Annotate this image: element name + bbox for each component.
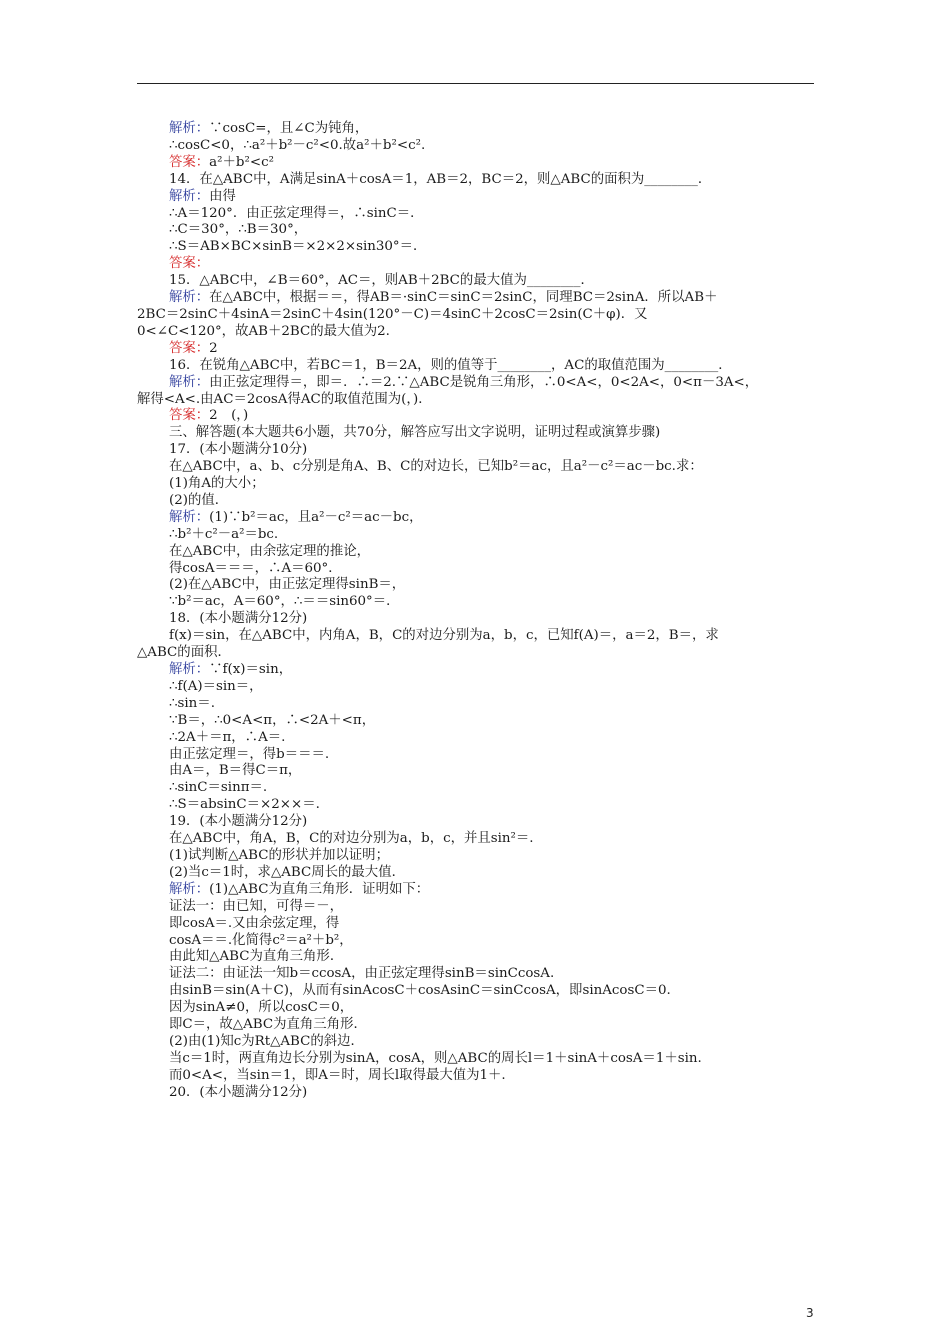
analysis-label: 解析： bbox=[169, 881, 210, 897]
text-line bbox=[137, 797, 817, 814]
text-line bbox=[137, 375, 817, 392]
text-line bbox=[137, 324, 817, 341]
line-text: 17．(本小题满分10分) bbox=[169, 442, 308, 458]
text-line bbox=[137, 239, 817, 256]
text-line bbox=[137, 527, 817, 544]
text-line bbox=[137, 476, 817, 493]
analysis-label: 解析： bbox=[169, 188, 210, 204]
text-line bbox=[137, 916, 817, 933]
text-line bbox=[137, 645, 817, 662]
line-text: 由正弦定理＝，得b＝＝＝. bbox=[169, 746, 330, 762]
line-text: (2)当c＝1时，求△ABC周长的最大值． bbox=[169, 864, 405, 880]
line-text: 由sinB＝sin(A＋C)，从而有sinAcosC＋cosAsinC＝sinCcosA，即sinAcosC＝0. bbox=[169, 983, 671, 999]
text-line bbox=[137, 577, 817, 594]
text-line bbox=[137, 949, 817, 966]
text-line bbox=[137, 273, 817, 290]
line-text: (1)试判断△ABC的形状并加以证明； bbox=[169, 847, 389, 863]
line-text: 2 bbox=[209, 340, 218, 356]
text-line bbox=[137, 341, 817, 358]
line-text: 由正弦定理得＝，即＝．∴＝2.∵△ABC是锐角三角形，∴0<A<，0<2A<，0<π－3A<， bbox=[209, 374, 759, 390]
text-line bbox=[137, 442, 817, 459]
line-text: ∴C＝30°，∴B＝30°， bbox=[169, 222, 308, 238]
text-line bbox=[137, 611, 817, 628]
line-text: 19．(本小题满分12分) bbox=[169, 814, 308, 830]
text-line bbox=[137, 628, 817, 645]
text-line bbox=[137, 138, 817, 155]
text-line bbox=[137, 392, 817, 409]
line-text: 20．(本小题满分12分) bbox=[169, 1084, 308, 1100]
text-line bbox=[137, 814, 817, 831]
text-line bbox=[137, 189, 817, 206]
line-text: 在△ABC中，由余弦定理的推论， bbox=[169, 543, 370, 559]
text-line bbox=[137, 459, 817, 476]
line-text: ∵cosC=，且∠C为钝角， bbox=[209, 121, 369, 136]
text-line bbox=[137, 290, 817, 307]
line-text: 因为sinA≠0，所以cosC＝0， bbox=[169, 1000, 354, 1016]
text-line bbox=[137, 730, 817, 747]
page-number: 3 bbox=[806, 1306, 814, 1320]
text-line bbox=[137, 594, 817, 611]
text-line bbox=[137, 561, 817, 578]
line-text: 16．在锐角△ABC中，若BC＝1，B＝2A，则的值等于________，AC的取值范围为________． bbox=[169, 357, 732, 373]
text-line bbox=[137, 848, 817, 865]
text-line bbox=[137, 493, 817, 510]
text-line bbox=[137, 983, 817, 1000]
answer-label: 答案： bbox=[169, 256, 210, 272]
line-text: 当c＝1时，两直角边长分别为sinA，cosA，则△ABC的周长l＝1＋sinA＋cosA＝1＋sin. bbox=[169, 1050, 702, 1066]
answer-label: 答案： bbox=[169, 340, 210, 356]
line-text: 由得 bbox=[209, 188, 236, 204]
text-line bbox=[137, 747, 817, 764]
text-line bbox=[137, 358, 817, 375]
line-text: ∵b²＝ac，A＝60°，∴＝＝sin60°＝． bbox=[169, 594, 400, 610]
line-text: 即C＝，故△ABC为直角三角形． bbox=[169, 1017, 367, 1033]
text-line bbox=[137, 831, 817, 848]
text-line bbox=[137, 425, 817, 442]
line-text: 而0<A<，当sin＝1，即A＝时，周长l取得最大值为1＋. bbox=[169, 1067, 506, 1083]
text-line bbox=[137, 121, 817, 138]
text-line bbox=[137, 899, 817, 916]
line-text: ∴S＝absinC＝×2××＝. bbox=[169, 797, 320, 813]
line-text: 18．(本小题满分12分) bbox=[169, 611, 308, 627]
line-text: ∵B＝，∴0<A<π，∴<2A＋<π， bbox=[169, 712, 376, 728]
text-line bbox=[137, 256, 817, 273]
text-line bbox=[137, 408, 817, 425]
text-line bbox=[137, 307, 817, 324]
analysis-label: 解析： bbox=[169, 290, 210, 306]
text-line bbox=[137, 966, 817, 983]
line-text: ∴f(A)＝sin＝， bbox=[169, 678, 263, 694]
text-line bbox=[137, 1000, 817, 1017]
line-text: ∴S＝AB×BC×sinB＝×2×2×sin30°＝． bbox=[169, 239, 427, 255]
line-text: △ABC的面积． bbox=[137, 645, 231, 661]
text-line bbox=[137, 1034, 817, 1051]
line-text: (1)角A的大小； bbox=[169, 476, 265, 492]
line-text: ∴2A＋＝π，∴A＝. bbox=[169, 729, 286, 745]
line-text: 2 (，) bbox=[209, 408, 249, 424]
line-text: 在△ABC中，根据＝＝，得AB＝·sinC＝sinC＝2sinC，同理BC＝2sinA．所以AB＋ bbox=[209, 290, 718, 306]
answer-label: 答案： bbox=[169, 408, 210, 424]
line-text: 三、解答题(本大题共6小题，共70分，解答应写出文字说明，证明过程或演算步骤) bbox=[169, 425, 661, 441]
line-text: ∴cosC<0，∴a²＋b²－c²<0.故a²＋b²<c². bbox=[169, 137, 426, 153]
line-text: f(x)＝sin，在△ABC中，内角A，B，C的对边分别为a，b，c，已知f(A)＝，a＝2，B＝，求 bbox=[169, 628, 719, 644]
text-line bbox=[137, 696, 817, 713]
line-text: 得cosA＝＝＝，∴A＝60°． bbox=[169, 560, 342, 576]
analysis-label: 解析： bbox=[169, 121, 210, 136]
line-text: ∵f(x)＝sin， bbox=[209, 662, 293, 677]
line-text: (2)的值． bbox=[169, 492, 229, 508]
line-text: ∴b²＋c²－a²＝bc. bbox=[169, 526, 279, 542]
text-line bbox=[137, 544, 817, 561]
line-text: ∴A＝120°．由正弦定理得＝，∴sinC＝． bbox=[169, 205, 424, 221]
line-text: cosA＝＝.化简得c²＝a²＋b²， bbox=[169, 932, 353, 948]
line-text: (2)在△ABC中，由正弦定理得sinB＝， bbox=[169, 577, 406, 593]
header-rule bbox=[137, 83, 814, 84]
text-line bbox=[137, 662, 817, 679]
text-line bbox=[137, 933, 817, 950]
text-line bbox=[137, 206, 817, 223]
line-text: 由A＝，B＝得C＝π， bbox=[169, 763, 302, 779]
line-text: (2)由(1)知c为Rt△ABC的斜边． bbox=[169, 1033, 364, 1049]
analysis-label: 解析： bbox=[169, 662, 210, 677]
text-line bbox=[137, 679, 817, 696]
line-text: 解得<A<.由AC＝2cosA得AC的取值范围为(，)． bbox=[137, 391, 432, 407]
text-line bbox=[137, 763, 817, 780]
line-text: 证法二：由证法一知b＝ccosA，由正弦定理得sinB＝sinCcosA. bbox=[169, 966, 555, 982]
text-line bbox=[137, 172, 817, 189]
line-text: 证法一：由已知，可得＝－， bbox=[169, 898, 344, 914]
analysis-label: 解析： bbox=[169, 374, 210, 390]
line-text: (1)∵b²＝ac，且a²－c²＝ac－bc， bbox=[209, 509, 423, 525]
text-line bbox=[137, 780, 817, 797]
text-line bbox=[137, 1085, 817, 1102]
line-text: 0<∠C<120°，故AB＋2BC的最大值为2. bbox=[137, 323, 390, 339]
line-text: 在△ABC中，a、b、c分别是角A、B、C的对边长，已知b²＝ac，且a²－c²＝ac－bc.求： bbox=[169, 459, 703, 475]
text-line bbox=[137, 510, 817, 527]
line-text: ∴sin＝. bbox=[169, 695, 215, 711]
text-line bbox=[137, 1051, 817, 1068]
text-line bbox=[137, 1068, 817, 1085]
line-text: a²＋b²<c² bbox=[209, 154, 274, 170]
line-text: (1)△ABC为直角三角形．证明如下： bbox=[209, 881, 430, 897]
line-text: ∴sinC＝sinπ＝. bbox=[169, 780, 268, 796]
line-text: 即cosA＝.又由余弦定理，得 bbox=[169, 915, 340, 931]
text-line bbox=[137, 865, 817, 882]
text-line bbox=[137, 882, 817, 899]
text-line bbox=[137, 222, 817, 239]
line-text: 14．在△ABC中，A满足sinA＋cosA＝1，AB＝2，BC＝2，则△ABC的面积为________． bbox=[169, 171, 712, 187]
answer-label: 答案： bbox=[169, 154, 210, 170]
text-line bbox=[137, 155, 817, 172]
line-text: 15．△ABC中，∠B＝60°，AC＝，则AB＋2BC的最大值为________． bbox=[169, 273, 594, 289]
text-line bbox=[137, 1017, 817, 1034]
line-text: 由此知△ABC为直角三角形． bbox=[169, 949, 344, 965]
line-text: 在△ABC中，角A，B，C的对边分别为a，b，c，并且sin²＝. bbox=[169, 831, 534, 847]
document-body bbox=[137, 121, 817, 1102]
line-text: 2BC＝2sinC＋4sinA＝2sinC＋4sin(120°－C)＝4sinC＋2cosC＝2sin(C＋φ)．又 bbox=[137, 306, 648, 322]
text-line bbox=[137, 713, 817, 730]
analysis-label: 解析： bbox=[169, 509, 210, 525]
